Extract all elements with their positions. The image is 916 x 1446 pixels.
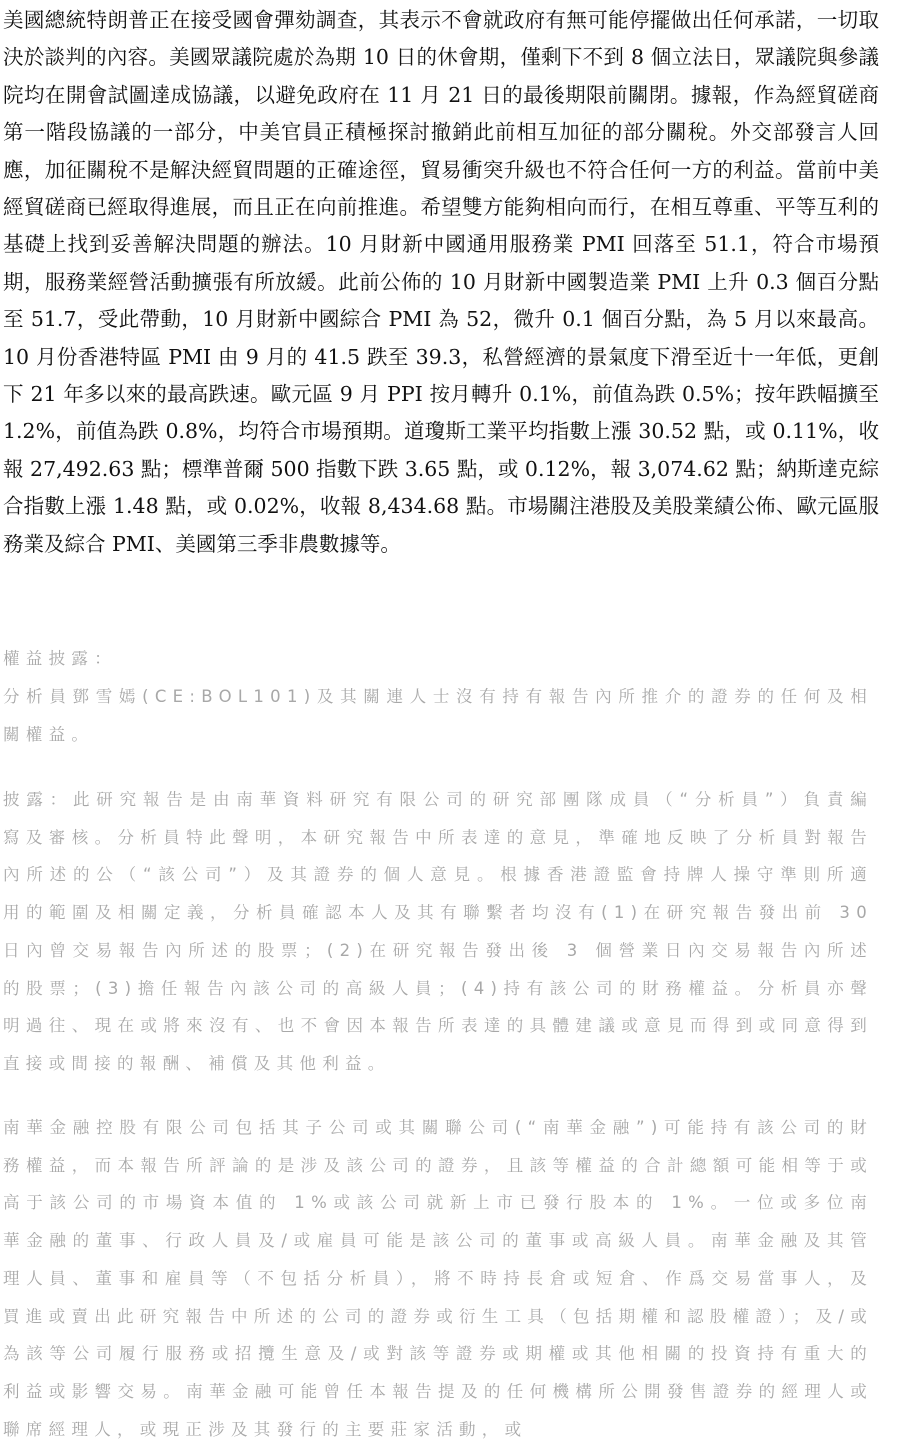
- analyst-interest-disclosure: 分析員鄧雪嫣(CE:BOL101)及其關連人士沒有持有報告內所推介的證券的任何及相關權益。: [3, 687, 873, 744]
- analyst-statement-disclosure: 披露：此研究報告是由南華資料研究有限公司的研究部團隊成員（“分析員”）負責編寫及審核。分析員特此聲明，本研究報告中所表達的意見，準確地反映了分析員對報告內所述的公（“該公司”）及其證券的個人意見。根據香港證監會持牌人操守準則所適用的範圍及相關定義，分析員確認本人及其有聯繫者均沒有(1)在研究報告發出前 30 日內曾交易報告內所述的股票；(2)在研究報告發出後 3 個營業日內交易報告內所述的股票；(3)擔任報告內該公司的高級人員；(4)持有該公司的財務權益。分析員亦聲明過往、現在或將來沒有、也不會因本報告所表達的具體建議或意見而得到或同意得到直接或間接的報酬、補償及其他利益。: [3, 790, 873, 1073]
- disclosure-heading: 權益披露：: [3, 649, 117, 668]
- market-commentary-paragraph: 美國總統特朗普正在接受國會彈劾調查，其表示不會就政府有無可能停擺做出任何承諾，一切取決於談判的內容。美國眾議院處於為期 10 日的休會期，僅剩下不到 8 個立法日，眾議院與參議院均在開會試圖達成協議，以避免政府在 11 月 21 日的最後期限前關閉。據報，作為經貿磋商第一階段協議的一部分，中美官員正積極探討撤銷此前相互加征的部分關稅。外交部發言人回應，加征關稅不是解決經貿問題的正確途徑，貿易衝突升級也不符合任何一方的利益。當前中美經貿磋商已經取得進展，而且正在向前推進。希望雙方能夠相向而行，在相互尊重、平等互利的基礎上找到妥善解決問題的辦法。10 月財新中國通用服務業 PMI 回落至 51.1，符合市場預期，服務業經營活動擴張有所放緩。此前公佈的 10 月財新中國製造業 PMI 上升 0.3 個百分點至 51.7，受此帶動，10 月財新中國綜合 PMI 為 52，微升 0.1 個百分點，為 5 月以來最高。10 月份香港特區 PMI 由 9 月的 41.5 跌至 39.3，私營經濟的景氣度下滑至近十一年低，更創下 21 年多以來的最高跌速。歐元區 9 月 PPI 按月轉升 0.1%，前值為跌 0.5%；按年跌幅擴至 1.2%，前值為跌 0.8%，均符合市場預期。道瓊斯工業平均指數上漲 30.52 點，或 0.11%，收報 27,492.63 點；標準普爾 500 指數下跌 3.65 點，或 0.12%，報 3,074.62 點；納斯達克綜合指數上漲 1.48 點，或 0.02%，收報 8,434.68 點。市場關注港股及美股業績公佈、歐元區服務業及綜合 PMI、美國第三季非農數據等。: [3, 8, 879, 556]
- group-interest-disclosure: 南華金融控股有限公司包括其子公司或其關聯公司(“南華金融”)可能持有該公司的財務權益，而本報告所評論的是涉及該公司的證券，且該等權益的合計總額可能相等于或高于該公司的市場資本值的 1%或該公司就新上市已發行股本的 1%。一位或多位南華金融的董事、行政人員及/或雇員可能是該公司的董事或高級人員。南華金融及其管理人員、董事和雇員等（不包括分析員），將不時持長倉或短倉、作爲交易當事人，及買進或賣出此研究報告中所述的公司的證券或衍生工具（包括期權和認股權證）；及/或為該等公司履行服務或招攬生意及/或對該等證券或期權或其他相關的投資持有重大的利益或影響交易。南華金融可能曾任本報告提及的任何機構所公開發售證券的經理人或聯席經理人，或現正涉及其發行的主要莊家活動，或: [3, 1118, 874, 1439]
